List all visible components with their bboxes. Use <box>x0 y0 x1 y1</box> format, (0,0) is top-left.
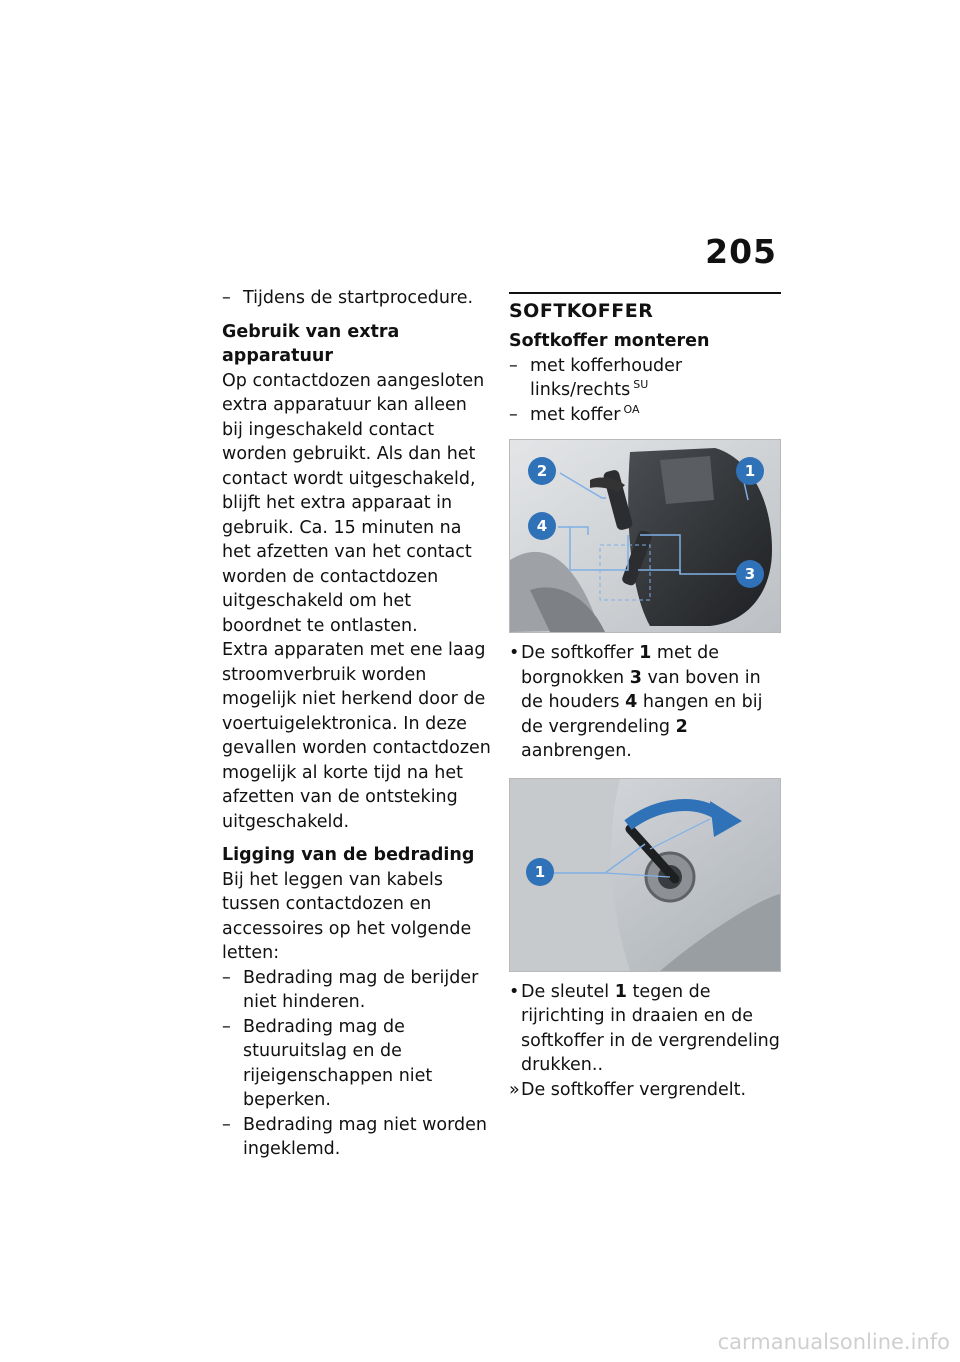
callout-label: 3 <box>744 565 756 583</box>
list-item-text: Bedrading mag de stuuruitslag en de rijeigenschappen niet beperken. <box>243 1016 433 1110</box>
left-column <box>222 286 492 1162</box>
list-item-text: met kofferhouder links/rechts <box>530 355 683 400</box>
step-text <box>521 643 763 761</box>
right-column <box>509 292 781 1102</box>
step-ref-number: 1 <box>614 981 627 1002</box>
list-item-text: Bedrading mag niet worden ingeklemd. <box>243 1114 487 1159</box>
list-item <box>222 1113 492 1162</box>
step-ref-number: 3 <box>629 667 642 688</box>
callout-label: 1 <box>744 462 756 480</box>
key-lock-figure <box>509 778 781 972</box>
dash-marker: – <box>222 288 231 308</box>
dash-marker: – <box>222 1016 231 1037</box>
superscript-code: SU <box>633 378 649 392</box>
paragraph: Op contactdozen aangesloten extra apparatuur kan alleen bij ingeschakeld contact worden gebruikt. Als dan het contact wordt uitgeschakeld, blijft het extra apparaat in gebruik. Ca. 15 minuten na het afzetten van het contact worden de contactdozen uitgeschakeld om het boordnet te ontlasten. <box>222 370 485 636</box>
step-text-part: De sleutel <box>521 981 615 1002</box>
step-text <box>521 982 780 1076</box>
paragraph: Extra apparaten met ene laag stroomverbruik worden mogelijk niet herkend door de voertuigelektronica. In deze gevallen worden contactdozen mogelijk al korte tijd na het afzetten van de ontsteking uitgeschakeld. <box>222 640 491 832</box>
step-ref-number: 1 <box>639 643 652 663</box>
list-item <box>222 1015 492 1113</box>
callout-label: 1 <box>534 862 546 881</box>
list-item <box>509 354 781 403</box>
bag-pocket-shape <box>660 456 714 504</box>
step-ref-number: 2 <box>675 716 688 737</box>
section-heading-wiring: Ligging van de bedrading <box>222 845 475 865</box>
dash-marker: – <box>509 355 518 376</box>
step-text-part: van boven in de houders <box>521 667 761 712</box>
result-text: De softkoffer vergrendelt. <box>521 1079 747 1100</box>
list-item-text: Bedrading mag de berijder niet hinderen. <box>243 967 479 1012</box>
list-item-text: met koffer <box>530 404 621 425</box>
list-item <box>222 286 492 311</box>
bullet-marker: • <box>509 981 520 1002</box>
step-text-part: De softkoffer <box>521 643 640 663</box>
list-item <box>222 966 492 1015</box>
subsection-title: Softkoffer monteren <box>509 331 710 351</box>
softcase-mounting-figure <box>509 439 781 633</box>
superscript-code: OA <box>623 402 640 416</box>
list-item <box>509 403 781 428</box>
result-marker: » <box>509 1079 520 1100</box>
bullet-marker: • <box>509 643 520 663</box>
section-heading-extra-equipment: Gebruik van extra apparatuur <box>222 321 400 366</box>
step-text-part: aanbrengen. <box>521 741 632 761</box>
callout-label: 4 <box>536 517 548 535</box>
dash-marker: – <box>222 967 231 988</box>
step-text-part: hangen en bij de vergrendeling <box>521 692 763 737</box>
list-item-text: Tijdens de startprocedure. <box>243 288 474 308</box>
step-ref-number: 4 <box>625 692 638 712</box>
result-item <box>509 1078 781 1103</box>
dash-marker: – <box>509 404 518 425</box>
dash-marker: – <box>222 1114 231 1135</box>
step-text-part: tegen de rijrichting in draaien en de softkoffer in de vergrendeling drukken.. <box>521 981 780 1075</box>
step-text-part: met de borgnokken <box>521 643 720 688</box>
paragraph: Bij het leggen van kabels tussen contactdozen en accessoires op het volgende letten: <box>222 869 472 963</box>
watermark: carmanualsonline.info <box>717 1330 950 1354</box>
step-item <box>509 641 781 764</box>
step-item <box>509 980 781 1078</box>
page-number: 205 <box>705 232 777 271</box>
callout-label: 2 <box>536 462 548 480</box>
section-title-softkoffer: SOFTKOFFER <box>509 292 781 325</box>
